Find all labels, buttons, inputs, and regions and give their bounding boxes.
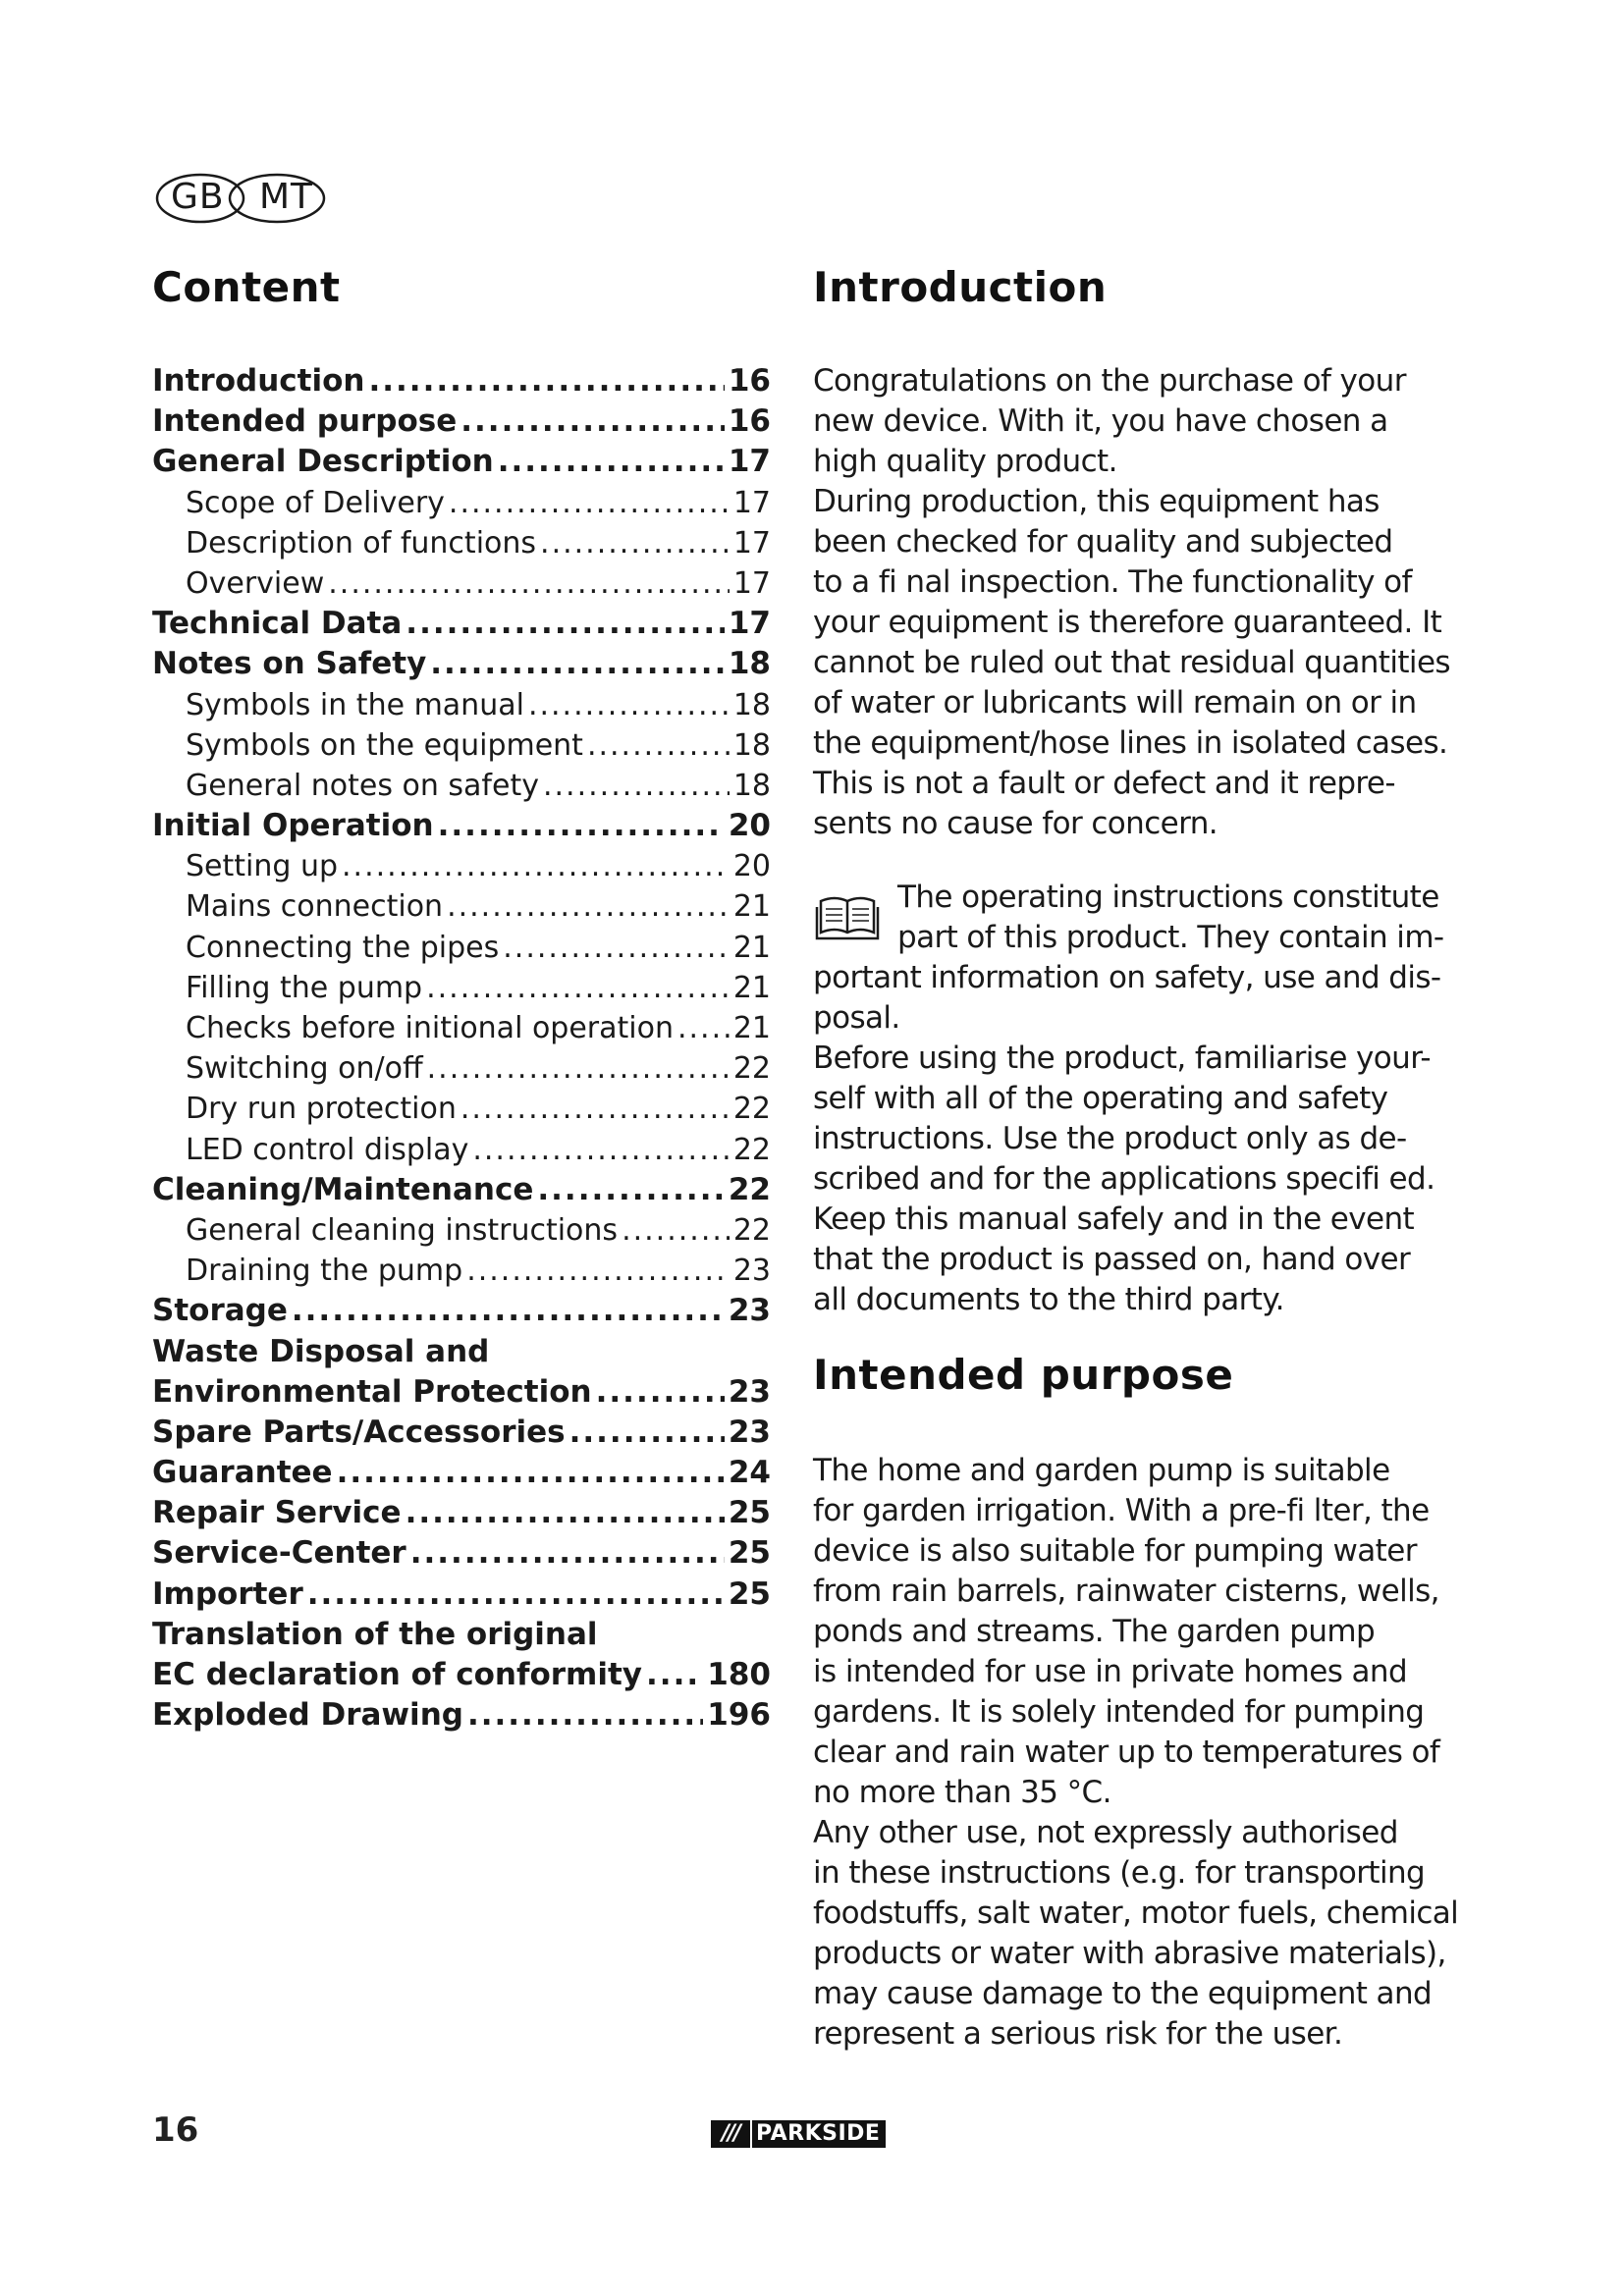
toc-entry-page: 22: [728, 1171, 771, 1207]
text-line: self with all of the operating and safety: [813, 1081, 1388, 1116]
toc-entry-label: General Description: [152, 444, 494, 480]
toc-entry[interactable]: [152, 1413, 771, 1453]
text-line: products or water with abrasive materials),: [813, 1936, 1446, 1971]
toc-entry-page: 20: [728, 808, 771, 844]
toc-entry-page: 196: [707, 1697, 771, 1734]
language-code-mt: MT: [259, 177, 314, 217]
toc-entry[interactable]: [152, 685, 771, 725]
toc-leader-dots: [537, 1170, 724, 1210]
toc-entry[interactable]: [152, 1695, 771, 1735]
toc-entry-label: Intended purpose: [152, 403, 458, 440]
toc-entry-label: Setting up: [186, 849, 339, 884]
toc-entry[interactable]: [152, 1453, 771, 1493]
toc-entry[interactable]: [152, 1291, 771, 1331]
toc-leader-dots: [460, 401, 725, 442]
toc-entry-label: Technical Data: [152, 606, 403, 642]
toc-entry[interactable]: [152, 1655, 771, 1695]
text-line: your equipment is therefore guaranteed. It: [813, 605, 1442, 640]
text-line: that the product is passed on, hand over: [813, 1242, 1411, 1277]
toc-leader-dots: [368, 361, 724, 401]
toc-entry[interactable]: [152, 442, 771, 482]
text-line: new device. With it, you have chosen a: [813, 403, 1388, 439]
toc-entry-page: 17: [732, 485, 771, 520]
toc-leader-dots: [337, 1453, 725, 1493]
toc-entry-label: Spare Parts/Accessories: [152, 1414, 566, 1450]
toc-entry[interactable]: [152, 523, 771, 563]
toc-entry-label: Switching on/off: [186, 1051, 423, 1087]
toc-entry[interactable]: [152, 766, 771, 806]
toc-entry[interactable]: [152, 604, 771, 644]
toc-entry-page: 17: [728, 606, 771, 642]
text-line: During production, this equipment has: [813, 484, 1380, 519]
toc-entry-page: 17: [732, 565, 771, 601]
toc-entry[interactable]: [152, 483, 771, 523]
text-line: Any other use, not expressly authorised: [813, 1815, 1398, 1850]
toc-leader-dots: [342, 846, 730, 886]
toc-entry-label: General cleaning instructions: [186, 1212, 619, 1248]
logo-text: PARKSIDE: [752, 2120, 886, 2148]
toc-entry-page: 180: [707, 1657, 771, 1692]
toc-entry-label: Importer: [152, 1575, 303, 1612]
text-line: foodstuffs, salt water, motor fuels, chemical: [813, 1896, 1459, 1931]
toc-entry[interactable]: [152, 1575, 771, 1615]
toc-entry-page: 25: [728, 1535, 771, 1572]
toc-leader-dots: [307, 1575, 725, 1615]
toc-entry-page: 25: [728, 1575, 771, 1612]
toc-leader-dots: [503, 928, 730, 968]
toc-entry[interactable]: [152, 846, 771, 886]
toc-entry[interactable]: [152, 361, 771, 401]
toc-entry-page: 17: [728, 444, 771, 480]
toc-leader-dots: [426, 968, 730, 1008]
toc-entry[interactable]: [152, 1251, 771, 1291]
toc-entry-page: 20: [732, 849, 771, 884]
toc-leader-dots: [498, 442, 725, 482]
toc-entry-page: 18: [728, 646, 771, 682]
toc-entry[interactable]: [152, 1170, 771, 1210]
toc-leader-dots: [472, 1130, 729, 1170]
toc-entry-page: 21: [732, 889, 771, 925]
toc-entry-page: 21: [732, 1011, 771, 1045]
toc-entry-page: 18: [732, 768, 771, 803]
intended-purpose-paragraph: [813, 1451, 1458, 2055]
toc-entry-page: 23: [728, 1373, 771, 1410]
toc-entry[interactable]: [152, 1615, 771, 1655]
toc-entry-label: Service-Center: [152, 1535, 406, 1572]
toc-leader-dots: [430, 644, 725, 684]
text-line: The operating instructions constitute: [897, 880, 1439, 915]
text-line: Congratulations on the purchase of your: [813, 363, 1406, 399]
toc-entry-page: 23: [728, 1293, 771, 1329]
toc-entry[interactable]: [152, 1130, 771, 1170]
toc-entry-page: 16: [728, 363, 771, 399]
page-number: 16: [152, 2110, 199, 2150]
text-line: scribed and for the applications specifi ed.: [813, 1161, 1435, 1197]
toc-entry-page: 23: [728, 1414, 771, 1450]
text-line: cannot be ruled out that residual quantities: [813, 645, 1450, 680]
text-line: high quality product.: [813, 444, 1117, 479]
toc-entry[interactable]: [152, 644, 771, 684]
toc-entry-page: 18: [732, 727, 771, 763]
toc-entry[interactable]: [152, 968, 771, 1008]
content-heading: Content: [152, 263, 341, 311]
text-line: device is also suitable for pumping water: [813, 1533, 1417, 1569]
toc-entry-label: Cleaning/Maintenance: [152, 1171, 534, 1207]
toc-entry[interactable]: [152, 806, 771, 846]
text-line: been checked for quality and subjected: [813, 524, 1393, 560]
toc-entry[interactable]: [152, 1089, 771, 1129]
text-line: sents no cause for concern.: [813, 806, 1218, 841]
toc-leader-dots: [677, 1008, 730, 1048]
toc-leader-dots: [447, 886, 730, 927]
toc-entry-page: 23: [732, 1254, 771, 1289]
toc-leader-dots: [292, 1291, 725, 1331]
text-line: The home and garden pump is suitable: [813, 1453, 1390, 1488]
toc-entry-label: Storage: [152, 1293, 288, 1329]
toc-entry-page: 22: [732, 1212, 771, 1248]
toc-entry-label: Mains connection: [186, 889, 444, 925]
toc-entry-label: Checks before initional operation: [186, 1011, 674, 1045]
text-line: is intended for use in private homes and: [813, 1654, 1408, 1689]
toc-entry[interactable]: [152, 928, 771, 968]
toc-entry-page: 16: [728, 403, 771, 440]
text-line: in these instructions (e.g. for transporting: [813, 1855, 1426, 1891]
toc-entry-label: Environmental Protection: [152, 1373, 592, 1410]
toc-entry-page: 25: [728, 1495, 771, 1531]
toc-entry-page: 21: [732, 970, 771, 1005]
toc-entry[interactable]: [152, 1048, 771, 1089]
toc-entry[interactable]: [152, 1533, 771, 1574]
toc-entry-label: Introduction: [152, 363, 365, 399]
toc-entry[interactable]: [152, 563, 771, 604]
manual-note: [813, 878, 1451, 1320]
introduction-heading: Introduction: [813, 263, 1108, 311]
text-line: of water or lubricants will remain on or in: [813, 685, 1417, 721]
table-of-contents: [152, 361, 771, 1735]
toc-leader-dots: [427, 1048, 730, 1089]
toc-leader-dots: [410, 1533, 725, 1574]
text-line: ponds and streams. The garden pump: [813, 1614, 1376, 1649]
toc-leader-dots: [438, 806, 725, 846]
toc-entry-label: Symbols on the equipment: [186, 727, 583, 763]
toc-entry-page: 17: [732, 525, 771, 561]
toc-leader-dots: [587, 725, 730, 766]
text-line: from rain barrels, rainwater cisterns, wells,: [813, 1574, 1439, 1609]
toc-leader-dots: [569, 1413, 725, 1453]
toc-leader-dots: [328, 563, 730, 604]
toc-entry-label: Dry run protection: [186, 1092, 457, 1127]
toc-leader-dots: [543, 766, 730, 806]
text-line: Before using the product, familiarise your-: [813, 1041, 1431, 1076]
text-line: Keep this manual safely and in the event: [813, 1201, 1415, 1237]
toc-entry-label: Connecting the pipes: [186, 930, 500, 965]
content-section: [152, 263, 771, 1734]
toc-entry-page: 24: [728, 1455, 771, 1491]
toc-entry-label: Symbols in the manual: [186, 687, 524, 722]
text-line: portant information on safety, use and dis-: [813, 960, 1441, 995]
text-line: may cause damage to the equipment and: [813, 1976, 1433, 2011]
text-line: the equipment/hose lines in isolated cases.: [813, 725, 1448, 761]
text-line: represent a serious risk for the user.: [813, 2016, 1343, 2052]
toc-leader-dots: [622, 1210, 730, 1251]
toc-entry-label: General notes on safety: [186, 768, 539, 803]
text-line: clear and rain water up to temperatures of: [813, 1735, 1440, 1770]
text-line: part of this product. They contain im-: [897, 920, 1444, 955]
text-line: all documents to the third party.: [813, 1282, 1284, 1317]
toc-leader-dots: [467, 1695, 703, 1735]
toc-entry-label: Initial Operation: [152, 808, 434, 844]
toc-entry-label: Guarantee: [152, 1455, 333, 1491]
manual-note-text: [813, 878, 1451, 1320]
text-line: no more than 35 °C.: [813, 1775, 1111, 1810]
toc-leader-dots: [460, 1089, 730, 1129]
toc-entry-page: 22: [732, 1051, 771, 1087]
toc-entry-label: Waste Disposal and: [152, 1333, 490, 1369]
toc-entry-label: Overview: [186, 565, 325, 601]
toc-entry-page: 21: [732, 930, 771, 965]
toc-entry[interactable]: [152, 725, 771, 766]
toc-entry-label: Translation of the original: [152, 1616, 598, 1652]
text-line: posal.: [813, 1000, 900, 1036]
toc-leader-dots: [449, 483, 730, 523]
toc-entry[interactable]: [152, 1332, 771, 1372]
text-line: instructions. Use the product only as de-: [813, 1121, 1407, 1156]
text-line: for garden irrigation. With a pre-fi lter, the: [813, 1493, 1430, 1528]
introduction-paragraph: [813, 361, 1450, 844]
toc-entry[interactable]: [152, 1210, 771, 1251]
toc-leader-dots: [406, 604, 725, 644]
toc-leader-dots: [466, 1251, 730, 1291]
logo-stripes: ///: [711, 2120, 750, 2148]
text-line: This is not a fault or defect and it repre-: [813, 766, 1395, 801]
toc-entry-label: Draining the pump: [186, 1254, 463, 1289]
toc-entry-label: Notes on Safety: [152, 646, 427, 682]
toc-entry-label: EC declaration of conformity: [152, 1657, 643, 1692]
toc-entry-label: Repair Service: [152, 1495, 402, 1531]
toc-entry-page: 18: [732, 687, 771, 722]
toc-entry-page: 22: [732, 1132, 771, 1167]
introduction-section: [813, 263, 1459, 2052]
toc-leader-dots: [406, 1493, 725, 1533]
toc-leader-dots: [528, 685, 730, 725]
toc-entry-label: LED control display: [186, 1132, 469, 1167]
toc-entry-label: Filling the pump: [186, 970, 423, 1005]
toc-leader-dots: [646, 1655, 703, 1695]
toc-entry-label: Scope of Delivery: [186, 485, 445, 520]
toc-entry[interactable]: [152, 401, 771, 442]
toc-entry[interactable]: [152, 1008, 771, 1048]
toc-entry[interactable]: [152, 886, 771, 927]
toc-entry[interactable]: [152, 1493, 771, 1533]
toc-entry-label: Description of functions: [186, 525, 537, 561]
toc-leader-dots: [540, 523, 730, 563]
text-line: to a fi nal inspection. The functionality of: [813, 564, 1412, 600]
parkside-logo: [711, 2120, 886, 2148]
book-icon: [815, 891, 880, 940]
toc-entry[interactable]: [152, 1372, 771, 1413]
text-line: gardens. It is solely intended for pumping: [813, 1694, 1425, 1730]
language-code-gb: GB: [171, 177, 225, 217]
toc-entry-page: 22: [732, 1092, 771, 1127]
intended-purpose-heading: Intended purpose: [813, 1351, 1234, 1399]
toc-leader-dots: [596, 1372, 725, 1413]
toc-entry-label: Exploded Drawing: [152, 1697, 463, 1734]
language-badge: [153, 171, 350, 226]
